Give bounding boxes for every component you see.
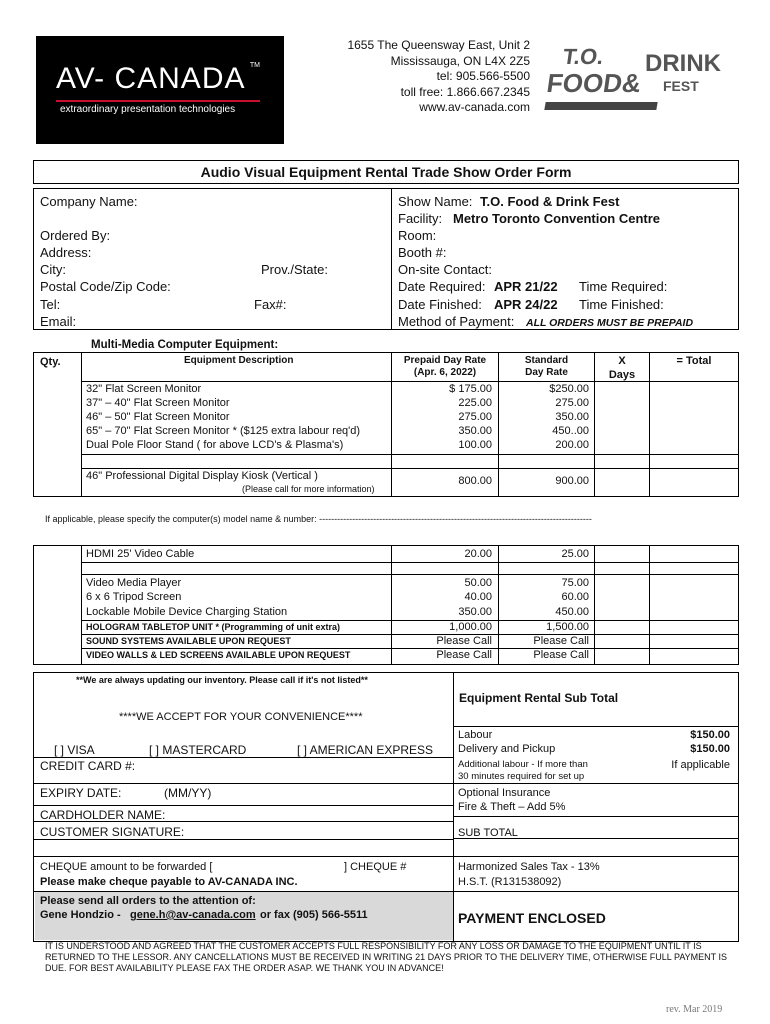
prepaid-rate: $ 175.00 [449,383,492,395]
time-required-field[interactable]: Time Required: [579,279,668,294]
standard-rate: 1,500.00 [546,621,589,633]
prepaid-rate: 1,000.00 [449,621,492,633]
section-title: Multi-Media Computer Equipment: [91,339,279,351]
prepaid-rate: 100.00 [458,439,492,451]
contact-email-link[interactable]: gene.h@av-canada.com [130,909,256,921]
fest-logo-food: FOOD& [544,68,644,98]
equipment-desc: HDMI 25' Video Cable [86,548,195,560]
show-name-label: Show Name: [398,194,473,209]
labour-label: Labour [458,729,493,741]
equipment-desc: VIDEO WALLS & LED SCREENS AVAILABLE UPON REQUEST [86,650,351,660]
insurance-note: Fire & Theft – Add 5% [458,801,566,813]
equipment-desc: 65" – 70" Flat Screen Monitor * ($125 extra labour req'd) [86,425,361,437]
form-title: Audio Visual Equipment Rental Trade Show Order Form [33,160,739,184]
col-desc: Equipment Description [184,355,294,366]
equipment-desc: 32" Flat Screen Monitor [86,383,202,395]
delivery-value: $150.00 [690,743,730,755]
insurance-label: Optional Insurance [458,787,551,799]
col-days: Days [608,369,636,381]
email-field[interactable]: Email: [40,314,77,329]
booth-field[interactable]: Booth #: [398,245,447,260]
cheque-amount-field[interactable]: CHEQUE amount to be forwarded [ [40,861,213,873]
prepaid-rate: 275.00 [458,411,492,423]
hst-number: H.S.T. (R131538092) [458,876,562,888]
address-line: 1655 The Queensway East, Unit 2 [347,38,530,52]
cheque-number-field[interactable]: ] CHEQUE # [344,861,407,873]
logo-tm: TM [249,62,260,69]
revision-date: rev. Mar 2019 [666,1004,723,1015]
standard-rate: 25.00 [561,548,589,560]
accept-note: ****WE ACCEPT FOR YOUR CONVENIENCE**** [119,711,363,723]
visa-checkbox[interactable]: [ ] VISA [54,743,95,757]
standard-rate: 75.00 [561,577,589,589]
show-name-value: T.O. Food & Drink Fest [480,194,620,209]
info-divider [391,189,392,329]
date-finished-value: APR 24/22 [494,297,558,312]
date-required-label: Date Required: [398,279,486,294]
equipment-desc: Dual Pole Floor Stand ( for above LCD's & Plasma's) [86,439,344,451]
address-line: toll free: 1.866.667.2345 [400,84,530,99]
prepaid-rate: 50.00 [464,577,492,589]
address-line: www.av-canada.com [419,100,530,114]
onsite-contact-field[interactable]: On-site Contact: [398,262,492,277]
av-canada-logo [36,36,284,144]
expiry-format: (MM/YY) [164,786,212,800]
prepaid-rate: 350.00 [458,425,492,437]
standard-rate: Please Call [533,635,589,647]
equipment-desc: 37" – 40" Flat Screen Monitor [86,397,230,409]
fest-logo-drink: DRINK [645,50,721,77]
equipment-desc: 6 x 6 Tripod Screen [86,591,182,603]
col-prepaid: Prepaid Day Rate [403,355,487,366]
equipment-desc: Lockable Mobile Device Charging Station [86,606,288,618]
col-total: = Total [676,355,712,367]
payment-method-value: ALL ORDERS MUST BE PREPAID [526,317,694,329]
standard-rate: 275.00 [555,397,589,409]
city-field[interactable]: City: [40,262,66,277]
standard-rate: $250.00 [549,383,589,395]
address-line: tel: 905.566-5500 [436,69,530,83]
fest-logo-bar [544,102,657,110]
logo-tagline: extraordinary presentation technologies [60,104,236,115]
address-field[interactable]: Address: [40,245,92,260]
prepaid-rate: Please Call [436,649,492,661]
standard-rate: 350.00 [555,411,589,423]
kiosk-prepaid: 800.00 [458,475,492,487]
hst-label: Harmonized Sales Tax - 13% [458,861,600,873]
contact-name: Gene Hondzio - [40,909,121,921]
customer-signature-field[interactable]: CUSTOMER SIGNATURE: [40,825,185,839]
address-line: Mississauga, ON L4X 2Z5 [390,53,530,68]
prepaid-rate: 350.00 [458,606,492,618]
mastercard-checkbox[interactable]: [ ] MASTERCARD [149,743,247,757]
date-required-value: APR 21/22 [494,279,558,294]
room-field[interactable]: Room: [398,228,437,243]
col-x: X [618,355,626,367]
fest-logo-to: T.O. [561,44,606,69]
contact-fax: or fax (905) 566-5511 [260,909,368,921]
company-name-field[interactable]: Company Name: [40,194,138,209]
delivery-label: Delivery and Pickup [458,743,556,755]
time-finished-field[interactable]: Time Finished: [579,297,664,312]
company-address [330,38,530,116]
fax-field[interactable]: Fax#: [254,297,287,312]
logo-rule [56,100,260,102]
prov-state-field[interactable]: Prov./State: [261,262,328,277]
prepaid-rate: 40.00 [464,591,492,603]
equipment-desc: SOUND SYSTEMS AVAILABLE UPON REQUEST [86,636,291,646]
updating-note: **We are always updating our inventory. Please call if it's not listed** [76,675,368,685]
standard-rate: 450..00 [552,425,589,437]
standard-rate: Please Call [533,649,589,661]
specify-model-note: If applicable, please specify the computer(s) model name & number: ------------------------------------------------------------------------------------------- [45,514,592,524]
prepaid-rate: Please Call [436,635,492,647]
tel-field[interactable]: Tel: [40,297,61,312]
date-finished-label: Date Finished: [398,297,482,312]
credit-card-field[interactable]: CREDIT CARD #: [40,759,136,773]
payment-method-label: Method of Payment: [398,314,515,329]
sub-total-label: SUB TOTAL [458,827,518,839]
cheque-payable-note: Please make cheque payable to AV-CANADA INC. [40,876,298,888]
logo-name: AV- CANADA [56,62,246,95]
payment-enclosed-label: PAYMENT ENCLOSED [458,910,606,926]
facility-value: Metro Toronto Convention Centre [453,211,661,226]
standard-rate: 200.00 [555,439,589,451]
labour-value: $150.00 [690,729,730,741]
order-info-box [33,188,739,330]
subtotal-label: Equipment Rental Sub Total [459,691,619,705]
postal-code-field[interactable]: Postal Code/Zip Code: [40,279,171,294]
prepaid-rate: 225.00 [458,397,492,409]
col-standard: Standard [524,355,569,366]
prepaid-rate: 20.00 [464,548,492,560]
additional-labour-value: If applicable [671,759,730,771]
amex-checkbox[interactable]: [ ] AMERICAN EXPRESS [297,743,434,757]
cardholder-name-field[interactable]: CARDHOLDER NAME: [40,808,166,822]
send-orders-note: Please send all orders to the attention of: [40,895,256,907]
equipment-desc: 46" – 50" Flat Screen Monitor [86,411,230,423]
equipment-desc: HOLOGRAM TABLETOP UNIT * (Programming of unit extra) [86,622,341,632]
kiosk-standard: 900.00 [555,475,589,487]
col-standard-rate: Day Rate [525,367,568,378]
standard-rate: 450.00 [555,606,589,618]
kiosk-note: (Please call for more information) [242,484,375,494]
payment-section [33,672,739,942]
additional-labour-note: 30 minutes required for set up [458,771,585,782]
equipment-desc: Video Media Player [86,577,182,589]
food-drink-fest-logo [545,44,720,116]
equipment-table [33,352,739,497]
equipment-table-2 [33,545,739,665]
col-prepaid-date: (Apr. 6, 2022) [413,367,477,378]
expiry-date-field[interactable]: EXPIRY DATE: [40,786,122,800]
facility-label: Facility: [398,211,443,226]
fest-logo-fest: FEST [663,78,699,94]
kiosk-desc: 46" Professional Digital Display Kiosk (Vertical ) [86,470,318,482]
ordered-by-field[interactable]: Ordered By: [40,228,111,243]
col-qty: Qty. [40,356,61,368]
terms-note: IT IS UNDERSTOOD AND AGREED THAT THE CUSTOMER ACCEPTS FULL RESPONSIBILITY FOR ANY LOSS OR DAMAGE TO THE EQUIPMENT UNTIL IT IS RETURNED TO THE LESSOR. ANY CANCELLATIONS MUST BE RECEIVED IN WRITING 21 DAYS PRIOR TO THE DELIVERY TIME, OTHERWISE FULL PAYMENT IS DUE. FOR BEST AVAILABILITY PLEASE FAX THE ORDER ASAP. WE THANK YOU IN ADVANCE! [45,941,727,973]
additional-labour-label: Additional labour - If more than [458,759,588,770]
standard-rate: 60.00 [561,591,589,603]
